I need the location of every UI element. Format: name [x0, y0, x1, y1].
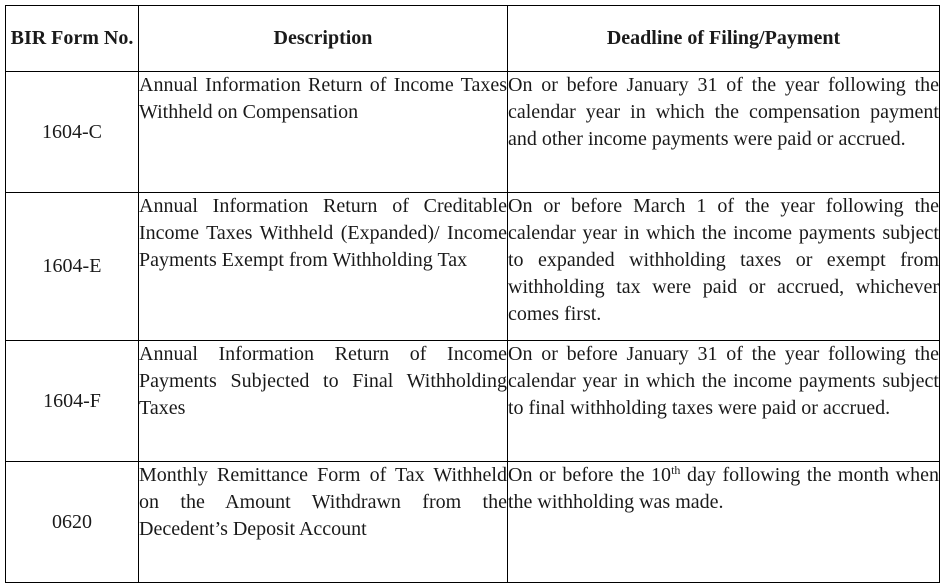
deadline-text-end: day following the month when the withholding was made. — [508, 464, 939, 513]
deadline-cell — [508, 462, 940, 583]
header-description: Description — [139, 6, 508, 72]
header-deadline: Deadline of Filing/Payment — [508, 6, 940, 72]
table-row — [6, 462, 940, 583]
deadline-cell: On or before January 31 of the year following the calendar year in which the compensation payment and other income payments were paid or accrued. — [508, 72, 940, 193]
header-form-no: BIR Form No. — [6, 6, 139, 72]
bir-forms-table — [5, 5, 940, 583]
form-number-cell: 1604-F — [6, 341, 139, 462]
description-cell: Annual Information Return of Income Taxes Withheld on Compensation — [139, 72, 508, 193]
form-number-cell: 1604-C — [6, 72, 139, 193]
description-cell: Monthly Remittance Form of Tax Withheld on the Amount Withdrawn from the Decedent’s Deposit Account — [139, 462, 508, 583]
table-header-row — [6, 6, 940, 72]
deadline-cell: On or before January 31 of the year following the calendar year in which the income payments subject to final withholding taxes were paid or accrued. — [508, 341, 940, 462]
table-row — [6, 193, 940, 341]
table-row — [6, 341, 940, 462]
ordinal-suffix: th — [671, 463, 681, 477]
table-row — [6, 72, 940, 193]
form-number-cell: 0620 — [6, 462, 139, 583]
description-cell: Annual Information Return of Income Payments Subjected to Final Withholding Taxes — [139, 341, 508, 462]
deadline-cell: On or before March 1 of the year following the calendar year in which the income payments subject to expanded withholding taxes or exempt from withholding tax were paid or accrued, whichever comes first. — [508, 193, 940, 341]
form-number-cell: 1604-E — [6, 193, 139, 341]
description-cell: Annual Information Return of Creditable Income Taxes Withheld (Expanded)/ Income Payments Exempt from Withholding Tax — [139, 193, 508, 341]
deadline-text-start: On or before the 10 — [508, 464, 672, 486]
